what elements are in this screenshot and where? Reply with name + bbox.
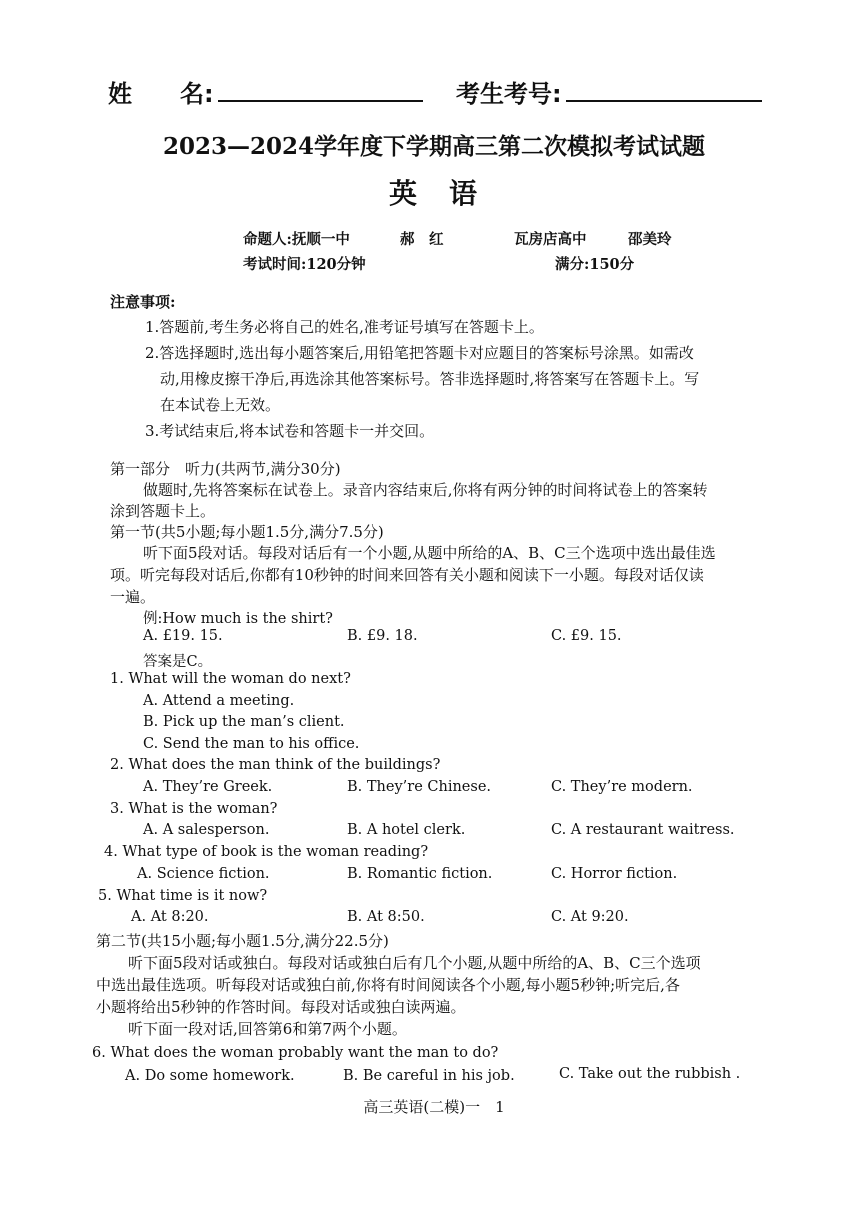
q4-option-a[interactable]: A. Science fiction. <box>137 866 270 882</box>
section2-intro-a: 听下面5段对话或独白。每段对话或独白后有几个小题,从题中所给的A、B、C三个选项 <box>128 954 701 972</box>
candidate-id-blank[interactable] <box>566 100 762 102</box>
q3-option-b[interactable]: B. A hotel clerk. <box>347 822 466 838</box>
q6-option-b[interactable]: B. Be careful in his job. <box>343 1068 515 1084</box>
page-footer: 高三英语(二模)一 1 <box>363 1098 505 1116</box>
q5-option-a[interactable]: A. At 8:20. <box>131 909 209 925</box>
q3-option-c[interactable]: C. A restaurant waitress. <box>551 822 735 838</box>
section2-heading: 第二节(共15小题;每小题1.5分,满分22.5分) <box>96 932 389 950</box>
example-option-b: B. £9. 18. <box>347 628 418 644</box>
question-6: 6. What does the woman probably want the man to do? <box>92 1045 499 1061</box>
note-2-line-c: 在本试卷上无效。 <box>160 396 281 414</box>
section1-intro-c: 一遍。 <box>110 588 156 606</box>
section1-intro-b: 项。听完每段对话后,你都有10秒钟的时间来回答有关小题和阅读下一小题。每段对话仅读 <box>110 566 704 584</box>
note-2-line-a: 2.答选择题时,选出每小题答案后,用铅笔把答题卡对应题目的答案标号涂黑。如需改 <box>145 344 694 362</box>
section1-heading: 第一节(共5小题;每小题1.5分,满分7.5分) <box>110 523 384 541</box>
part1-heading: 第一部分 听力(共两节,满分30分) <box>110 460 341 478</box>
part1-intro-b: 涂到答题卡上。 <box>110 502 216 520</box>
q1-option-b[interactable]: B. Pick up the man’s client. <box>143 714 345 730</box>
subject-title: 英 语 <box>388 177 479 210</box>
q4-option-c[interactable]: C. Horror fiction. <box>551 866 678 882</box>
note-3: 3.考试结束后,将本试卷和答题卡一并交回。 <box>145 422 435 440</box>
q2-option-c[interactable]: C. They’re modern. <box>551 779 693 795</box>
example-question: 例:How much is the shirt? <box>143 611 333 627</box>
author-school-2: 瓦房店高中 <box>514 231 587 248</box>
q5-option-b[interactable]: B. At 8:50. <box>347 909 425 925</box>
q4-option-b[interactable]: B. Romantic fiction. <box>347 866 493 882</box>
question-5: 5. What time is it now? <box>98 888 268 904</box>
q2-option-a[interactable]: A. They’re Greek. <box>143 779 273 795</box>
note-2-line-b: 动,用橡皮擦干净后,再选涂其他答案标号。答非选择题时,将答案写在答题卡上。写 <box>160 370 700 388</box>
q1-option-c[interactable]: C. Send the man to his office. <box>143 736 360 752</box>
exam-title: 2023—2024学年度下学期高三第二次模拟考试试题 <box>162 133 706 160</box>
section1-intro-a: 听下面5段对话。每段对话后有一个小题,从题中所给的A、B、C三个选项中选出最佳选 <box>143 544 716 562</box>
question-4: 4. What type of book is the woman reading? <box>104 844 429 860</box>
author-label: 命题人:抚顺一中 <box>243 231 350 248</box>
name-blank[interactable] <box>218 100 423 102</box>
q1-option-a[interactable]: A. Attend a meeting. <box>143 693 295 709</box>
part1-intro-a: 做题时,先将答案标在试卷上。录音内容结束后,你将有两分钟的时间将试卷上的答案转 <box>143 481 708 499</box>
example-option-c: C. £9. 15. <box>551 628 622 644</box>
candidate-id-label: 考生考号: <box>456 80 562 108</box>
section2-intro-b: 中选出最佳选项。听每段对话或独白前,你将有时间阅读各个小题,每小题5秒钟;听完后,各 <box>96 976 680 994</box>
example-answer: 答案是C。 <box>143 654 213 670</box>
question-1: 1. What will the woman do next? <box>110 671 351 687</box>
section2-intro-c: 小题将给出5秒钟的作答时间。每段对话或独白读两遍。 <box>96 998 466 1016</box>
notes-heading: 注意事项: <box>110 293 176 311</box>
author-1: 郝 红 <box>400 231 444 248</box>
question-2: 2. What does the man think of the buildings? <box>110 757 441 773</box>
full-score: 满分:150分 <box>555 256 635 273</box>
question-3: 3. What is the woman? <box>110 801 278 817</box>
exam-time: 考试时间:120分钟 <box>243 256 366 273</box>
q5-option-c[interactable]: C. At 9:20. <box>551 909 629 925</box>
note-1: 1.答题前,考生务必将自己的姓名,准考证号填写在答题卡上。 <box>145 318 544 336</box>
example-option-a: A. £19. 15. <box>143 628 223 644</box>
q6-option-c[interactable]: C. Take out the rubbish . <box>559 1066 741 1082</box>
name-label: 姓 名: <box>108 80 214 108</box>
q3-option-a[interactable]: A. A salesperson. <box>143 822 270 838</box>
q2-option-b[interactable]: B. They’re Chinese. <box>347 779 492 795</box>
section2-intro-d: 听下面一段对话,回答第6和第7两个小题。 <box>128 1020 407 1038</box>
q6-option-a[interactable]: A. Do some homework. <box>125 1068 295 1084</box>
author-2: 邵美玲 <box>628 231 672 248</box>
